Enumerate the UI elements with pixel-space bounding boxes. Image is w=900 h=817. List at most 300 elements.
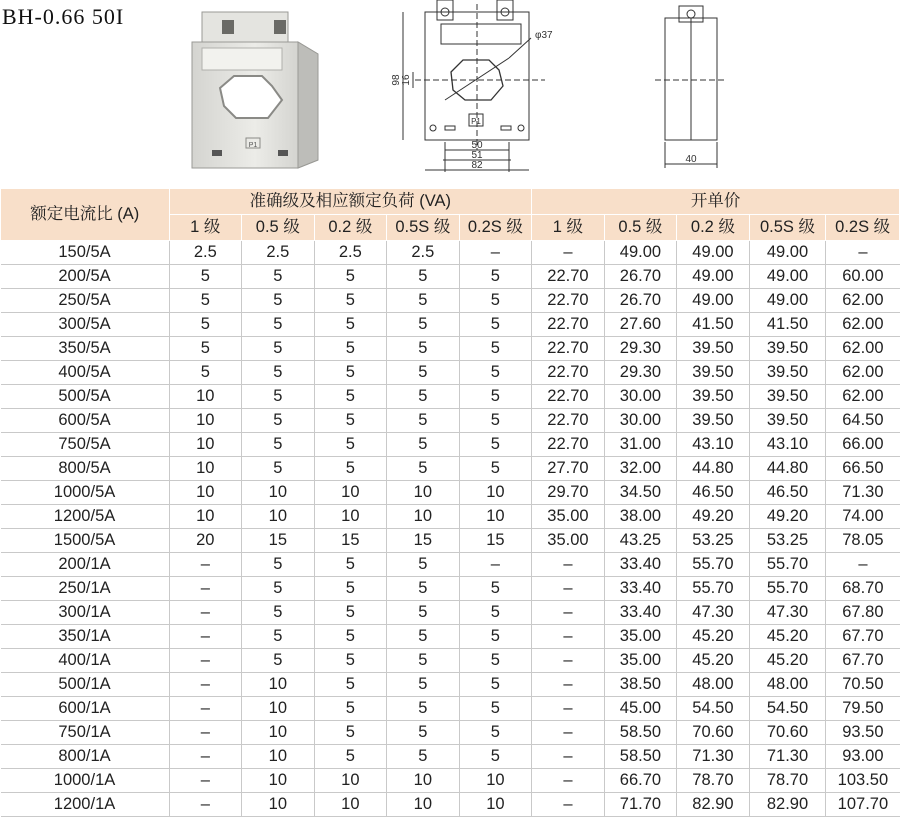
cell-load-02: 5 <box>314 433 387 457</box>
cell-load-1: – <box>169 601 242 625</box>
load-class-02: 0.2 级 <box>314 215 387 241</box>
cell-price-02: 45.20 <box>677 625 750 649</box>
table-row <box>1 745 900 769</box>
cell-load-1: – <box>169 769 242 793</box>
table-row <box>1 673 900 697</box>
cell-price-05: 58.50 <box>604 745 677 769</box>
cell-ratio: 400/5A <box>1 361 170 385</box>
cell-load-02s: 10 <box>459 505 532 529</box>
cell-ratio: 1200/1A <box>1 793 170 817</box>
cell-load-1: 5 <box>169 265 242 289</box>
cell-price-05s: 49.00 <box>749 289 826 313</box>
cell-price-02s: 64.50 <box>826 409 900 433</box>
cell-price-05: 29.30 <box>604 337 677 361</box>
cell-load-02s: 5 <box>459 433 532 457</box>
dim-82: 82 <box>471 160 483 171</box>
dim-window: 16 <box>401 74 412 86</box>
cell-ratio: 500/5A <box>1 385 170 409</box>
cell-load-05s: 5 <box>387 433 460 457</box>
table-row <box>1 385 900 409</box>
cell-load-05: 5 <box>242 313 315 337</box>
cell-ratio: 250/1A <box>1 577 170 601</box>
cell-price-1: – <box>532 649 605 673</box>
cell-load-05: 10 <box>242 745 315 769</box>
cell-price-02: 78.70 <box>677 769 750 793</box>
cell-load-05s: 5 <box>387 745 460 769</box>
cell-load-02: 2.5 <box>314 241 387 265</box>
cell-load-05s: 5 <box>387 649 460 673</box>
cell-ratio: 300/5A <box>1 313 170 337</box>
table-row <box>1 769 900 793</box>
cell-price-1: – <box>532 241 605 265</box>
photo-p1-label: P1 <box>248 142 258 149</box>
price-class-02: 0.2 级 <box>677 215 750 241</box>
cell-load-05: 5 <box>242 289 315 313</box>
cell-load-02: 5 <box>314 673 387 697</box>
cell-load-02: 5 <box>314 697 387 721</box>
cell-load-05s: 2.5 <box>387 241 460 265</box>
cell-load-02: 5 <box>314 409 387 433</box>
cell-price-02: 55.70 <box>677 553 750 577</box>
cell-price-02: 41.50 <box>677 313 750 337</box>
cell-load-1: – <box>169 673 242 697</box>
cell-load-1: – <box>169 745 242 769</box>
cell-load-1: 10 <box>169 505 242 529</box>
cell-ratio: 350/1A <box>1 625 170 649</box>
cell-price-1: 22.70 <box>532 361 605 385</box>
cell-load-02: 15 <box>314 529 387 553</box>
cell-load-02: 5 <box>314 289 387 313</box>
load-header: 准确级及相应额定负荷 (VA) <box>169 189 532 215</box>
cell-load-05: 10 <box>242 769 315 793</box>
cell-load-1: 10 <box>169 409 242 433</box>
cell-load-02s: 5 <box>459 337 532 361</box>
cell-price-02: 55.70 <box>677 577 750 601</box>
cell-load-02s: 5 <box>459 649 532 673</box>
cell-price-05: 66.70 <box>604 769 677 793</box>
cell-ratio: 300/1A <box>1 601 170 625</box>
cell-price-05s: 53.25 <box>749 529 826 553</box>
drawing-p1-label: P1 <box>471 117 481 126</box>
cell-price-02s: 67.80 <box>826 601 900 625</box>
cell-price-05: 49.00 <box>604 241 677 265</box>
dim-diameter: φ37 <box>535 30 553 41</box>
cell-price-02s: 68.70 <box>826 577 900 601</box>
cell-load-1: – <box>169 625 242 649</box>
cell-load-02s: 5 <box>459 625 532 649</box>
cell-price-02s: 62.00 <box>826 385 900 409</box>
cell-load-1: 5 <box>169 289 242 313</box>
cell-price-05: 29.30 <box>604 361 677 385</box>
cell-price-02s: 67.70 <box>826 625 900 649</box>
cell-price-02: 46.50 <box>677 481 750 505</box>
cell-price-05: 43.25 <box>604 529 677 553</box>
table-row <box>1 529 900 553</box>
cell-load-05: 2.5 <box>242 241 315 265</box>
cell-load-05: 5 <box>242 649 315 673</box>
cell-price-05: 35.00 <box>604 649 677 673</box>
cell-load-1: 10 <box>169 481 242 505</box>
table-row <box>1 553 900 577</box>
table-row <box>1 289 900 313</box>
cell-price-05: 45.00 <box>604 697 677 721</box>
cell-load-02s: 5 <box>459 385 532 409</box>
cell-price-05: 30.00 <box>604 385 677 409</box>
cell-price-05s: 55.70 <box>749 553 826 577</box>
cell-load-1: – <box>169 697 242 721</box>
cell-ratio: 750/5A <box>1 433 170 457</box>
table-row <box>1 793 900 817</box>
cell-ratio: 600/1A <box>1 697 170 721</box>
cell-load-05s: 10 <box>387 505 460 529</box>
cell-load-02s: 5 <box>459 673 532 697</box>
cell-price-05s: 49.20 <box>749 505 826 529</box>
cell-load-02s: 15 <box>459 529 532 553</box>
dim-height: 98 <box>391 74 402 86</box>
cell-load-02s: 5 <box>459 457 532 481</box>
cell-price-02: 39.50 <box>677 409 750 433</box>
cell-load-02: 5 <box>314 265 387 289</box>
cell-price-1: – <box>532 721 605 745</box>
cell-price-05: 33.40 <box>604 577 677 601</box>
cell-price-05s: 82.90 <box>749 793 826 817</box>
cell-load-05: 10 <box>242 673 315 697</box>
cell-load-02: 5 <box>314 721 387 745</box>
cell-price-05s: 71.30 <box>749 745 826 769</box>
cell-load-02s: 5 <box>459 721 532 745</box>
cell-load-02: 5 <box>314 457 387 481</box>
cell-price-05s: 39.50 <box>749 385 826 409</box>
cell-load-05: 5 <box>242 385 315 409</box>
table-row <box>1 721 900 745</box>
spec-price-table <box>0 188 900 817</box>
cell-price-05s: 46.50 <box>749 481 826 505</box>
cell-price-02s: 103.50 <box>826 769 900 793</box>
table-row <box>1 265 900 289</box>
table-row <box>1 457 900 481</box>
cell-price-1: 22.70 <box>532 313 605 337</box>
cell-price-1: – <box>532 673 605 697</box>
cell-price-05s: 47.30 <box>749 601 826 625</box>
cell-price-02s: 74.00 <box>826 505 900 529</box>
cell-price-02: 82.90 <box>677 793 750 817</box>
cell-load-1: 5 <box>169 313 242 337</box>
load-class-05s: 0.5S 级 <box>387 215 460 241</box>
cell-price-1: – <box>532 625 605 649</box>
cell-ratio: 500/1A <box>1 673 170 697</box>
cell-price-05s: 48.00 <box>749 673 826 697</box>
table-row <box>1 625 900 649</box>
cell-price-05: 71.70 <box>604 793 677 817</box>
price-class-1: 1 级 <box>532 215 605 241</box>
cell-load-02: 5 <box>314 601 387 625</box>
cell-load-1: – <box>169 721 242 745</box>
cell-load-02: 10 <box>314 505 387 529</box>
cell-load-02: 5 <box>314 649 387 673</box>
cell-load-05s: 5 <box>387 625 460 649</box>
cell-price-1: – <box>532 769 605 793</box>
cell-load-05s: 5 <box>387 697 460 721</box>
cell-load-05s: 15 <box>387 529 460 553</box>
cell-price-02s: 62.00 <box>826 289 900 313</box>
cell-price-1: 29.70 <box>532 481 605 505</box>
table-row <box>1 649 900 673</box>
cell-load-02s: 5 <box>459 697 532 721</box>
cell-load-05s: 5 <box>387 385 460 409</box>
cell-price-02s: 60.00 <box>826 265 900 289</box>
cell-ratio: 1500/5A <box>1 529 170 553</box>
cell-load-05: 5 <box>242 457 315 481</box>
cell-price-02: 47.30 <box>677 601 750 625</box>
cell-price-1: 35.00 <box>532 529 605 553</box>
cell-load-05: 5 <box>242 553 315 577</box>
table-row <box>1 337 900 361</box>
cell-price-05: 27.60 <box>604 313 677 337</box>
cell-load-02s: 5 <box>459 289 532 313</box>
cell-load-02s: – <box>459 553 532 577</box>
cell-load-05s: 5 <box>387 361 460 385</box>
cell-price-02: 45.20 <box>677 649 750 673</box>
cell-load-02: 5 <box>314 313 387 337</box>
cell-load-1: 10 <box>169 457 242 481</box>
price-class-02s: 0.2S 级 <box>826 215 900 241</box>
cell-price-05: 38.00 <box>604 505 677 529</box>
cell-price-05s: 41.50 <box>749 313 826 337</box>
cell-ratio: 1000/5A <box>1 481 170 505</box>
price-class-05: 0.5 级 <box>604 215 677 241</box>
cell-load-02s: 5 <box>459 313 532 337</box>
cell-price-1: 35.00 <box>532 505 605 529</box>
cell-load-05s: 5 <box>387 577 460 601</box>
cell-ratio: 150/5A <box>1 241 170 265</box>
cell-price-1: – <box>532 793 605 817</box>
cell-load-05: 5 <box>242 337 315 361</box>
cell-price-02s: 93.50 <box>826 721 900 745</box>
cell-price-02: 49.00 <box>677 241 750 265</box>
cell-price-05s: 39.50 <box>749 409 826 433</box>
cell-load-1: 20 <box>169 529 242 553</box>
cell-price-05: 31.00 <box>604 433 677 457</box>
cell-price-05: 33.40 <box>604 553 677 577</box>
table-row <box>1 313 900 337</box>
cell-price-05s: 55.70 <box>749 577 826 601</box>
cell-price-02: 70.60 <box>677 721 750 745</box>
cell-price-05: 33.40 <box>604 601 677 625</box>
cell-load-1: – <box>169 649 242 673</box>
cell-ratio: 1200/5A <box>1 505 170 529</box>
price-class-05s: 0.5S 级 <box>749 215 826 241</box>
cell-load-02s: 5 <box>459 745 532 769</box>
cell-price-05s: 54.50 <box>749 697 826 721</box>
cell-price-05: 26.70 <box>604 289 677 313</box>
product-photo <box>190 10 320 170</box>
cell-load-02s: 5 <box>459 409 532 433</box>
ratio-header: 额定电流比 (A) <box>1 189 170 241</box>
cell-load-05s: 5 <box>387 553 460 577</box>
cell-load-05: 5 <box>242 409 315 433</box>
cell-price-02s: 93.00 <box>826 745 900 769</box>
cell-load-1: 5 <box>169 361 242 385</box>
cell-price-05s: 49.00 <box>749 241 826 265</box>
cell-load-05s: 5 <box>387 457 460 481</box>
cell-load-02s: 10 <box>459 481 532 505</box>
cell-price-05: 34.50 <box>604 481 677 505</box>
cell-price-02: 48.00 <box>677 673 750 697</box>
cell-price-02: 49.00 <box>677 289 750 313</box>
cell-price-02s: 62.00 <box>826 313 900 337</box>
dim-51: 51 <box>471 150 483 161</box>
cell-load-02: 5 <box>314 553 387 577</box>
cell-ratio: 800/5A <box>1 457 170 481</box>
cell-load-05: 10 <box>242 721 315 745</box>
cell-price-02: 53.25 <box>677 529 750 553</box>
cell-price-02s: 62.00 <box>826 337 900 361</box>
cell-price-02s: 62.00 <box>826 361 900 385</box>
cell-load-1: 10 <box>169 433 242 457</box>
cell-load-05: 10 <box>242 505 315 529</box>
cell-price-05s: 43.10 <box>749 433 826 457</box>
cell-load-1: – <box>169 793 242 817</box>
cell-load-02s: 5 <box>459 265 532 289</box>
cell-price-1: 22.70 <box>532 337 605 361</box>
cell-load-02: 5 <box>314 361 387 385</box>
cell-price-1: – <box>532 601 605 625</box>
cell-price-1: – <box>532 577 605 601</box>
cell-load-1: – <box>169 553 242 577</box>
table-row <box>1 241 900 265</box>
cell-price-02s: 107.70 <box>826 793 900 817</box>
cell-price-1: 22.70 <box>532 289 605 313</box>
cell-load-02s: 5 <box>459 601 532 625</box>
table-row <box>1 433 900 457</box>
cell-load-05s: 5 <box>387 265 460 289</box>
cell-price-02s: 78.05 <box>826 529 900 553</box>
cell-load-02: 5 <box>314 577 387 601</box>
cell-load-05s: 10 <box>387 793 460 817</box>
cell-load-1: – <box>169 577 242 601</box>
cell-load-05: 5 <box>242 577 315 601</box>
cell-load-02s: 5 <box>459 361 532 385</box>
cell-load-05s: 5 <box>387 313 460 337</box>
cell-price-02: 39.50 <box>677 337 750 361</box>
cell-price-02s: – <box>826 553 900 577</box>
cell-ratio: 350/5A <box>1 337 170 361</box>
cell-price-05s: 39.50 <box>749 337 826 361</box>
cell-price-05: 26.70 <box>604 265 677 289</box>
cell-price-02: 71.30 <box>677 745 750 769</box>
cell-load-02s: 5 <box>459 577 532 601</box>
cell-load-1: 5 <box>169 337 242 361</box>
table-row <box>1 601 900 625</box>
cell-load-05: 5 <box>242 433 315 457</box>
cell-load-02: 5 <box>314 385 387 409</box>
cell-load-02: 5 <box>314 337 387 361</box>
cell-price-05: 38.50 <box>604 673 677 697</box>
cell-ratio: 200/5A <box>1 265 170 289</box>
table-row <box>1 505 900 529</box>
cell-load-02s: 10 <box>459 769 532 793</box>
price-header: 开单价 <box>532 189 900 215</box>
cell-price-02s: 70.50 <box>826 673 900 697</box>
cell-load-1: 2.5 <box>169 241 242 265</box>
cell-price-02s: 66.00 <box>826 433 900 457</box>
model-title: BH-0.66 50I <box>2 4 125 29</box>
cell-ratio: 400/1A <box>1 649 170 673</box>
cell-price-1: – <box>532 745 605 769</box>
cell-load-05: 5 <box>242 361 315 385</box>
cell-price-02s: 66.50 <box>826 457 900 481</box>
cell-load-05s: 10 <box>387 769 460 793</box>
cell-load-02: 10 <box>314 481 387 505</box>
cell-load-05s: 5 <box>387 673 460 697</box>
cell-price-05s: 45.20 <box>749 625 826 649</box>
cell-price-02: 49.00 <box>677 265 750 289</box>
cell-load-05s: 10 <box>387 481 460 505</box>
table-row <box>1 697 900 721</box>
table-row <box>1 361 900 385</box>
cell-price-05s: 70.60 <box>749 721 826 745</box>
cell-price-02: 39.50 <box>677 361 750 385</box>
cell-ratio: 600/5A <box>1 409 170 433</box>
cell-load-02: 10 <box>314 769 387 793</box>
table-row <box>1 409 900 433</box>
cell-price-1: – <box>532 697 605 721</box>
cell-price-1: 22.70 <box>532 433 605 457</box>
cell-price-05s: 78.70 <box>749 769 826 793</box>
table-row <box>1 577 900 601</box>
cell-ratio: 750/1A <box>1 721 170 745</box>
cell-load-05: 15 <box>242 529 315 553</box>
cell-load-02s: 10 <box>459 793 532 817</box>
cell-price-02: 54.50 <box>677 697 750 721</box>
load-class-1: 1 级 <box>169 215 242 241</box>
cell-price-05: 35.00 <box>604 625 677 649</box>
cell-ratio: 250/5A <box>1 289 170 313</box>
cell-price-1: 27.70 <box>532 457 605 481</box>
cell-ratio: 1000/1A <box>1 769 170 793</box>
cell-price-1: 22.70 <box>532 265 605 289</box>
cell-price-1: – <box>532 553 605 577</box>
cell-price-02: 44.80 <box>677 457 750 481</box>
cell-load-05: 10 <box>242 481 315 505</box>
cell-load-05s: 5 <box>387 601 460 625</box>
load-class-02s: 0.2S 级 <box>459 215 532 241</box>
cell-load-05s: 5 <box>387 289 460 313</box>
cell-load-02s: – <box>459 241 532 265</box>
cell-load-02: 5 <box>314 745 387 769</box>
cell-price-1: 22.70 <box>532 409 605 433</box>
cell-load-05: 5 <box>242 625 315 649</box>
cell-load-02: 10 <box>314 793 387 817</box>
cell-price-02s: 79.50 <box>826 697 900 721</box>
dim-50: 50 <box>471 140 483 151</box>
load-class-05: 0.5 级 <box>242 215 315 241</box>
cell-ratio: 800/1A <box>1 745 170 769</box>
cell-price-05s: 44.80 <box>749 457 826 481</box>
cell-load-02: 5 <box>314 625 387 649</box>
dim-40: 40 <box>685 154 697 165</box>
cell-price-05: 30.00 <box>604 409 677 433</box>
cell-price-02s: – <box>826 241 900 265</box>
cell-price-02: 43.10 <box>677 433 750 457</box>
cell-load-05: 5 <box>242 601 315 625</box>
cell-price-05s: 49.00 <box>749 265 826 289</box>
cell-load-1: 10 <box>169 385 242 409</box>
cell-price-02: 39.50 <box>677 385 750 409</box>
front-view-drawing <box>385 0 575 180</box>
cell-price-05s: 45.20 <box>749 649 826 673</box>
table-row <box>1 481 900 505</box>
